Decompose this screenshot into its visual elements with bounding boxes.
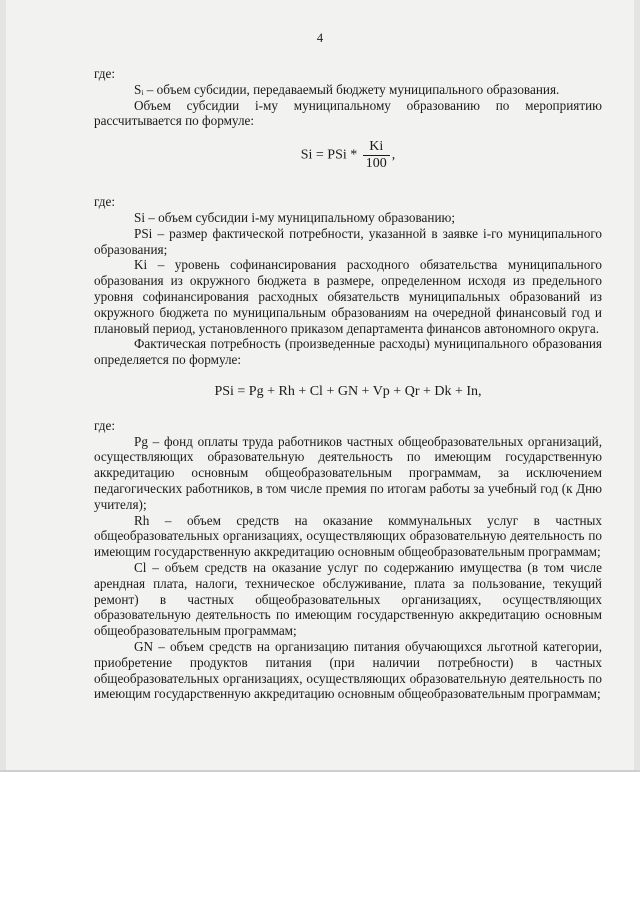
formula-fraction bbox=[363, 139, 390, 172]
paragraph-need-intro: Фактическая потребность (произведенные расходы) муниципального образования определяется по формуле: bbox=[94, 336, 602, 368]
paragraph-gn: GN – объем средств на организацию питания обучающихся льготной категории, приобретение продуктов питания (при наличии потребности) в частных общеобразовательных организациях, осуществляющих образовательную деятельность по имеющим государственную аккредитацию основным общеобразовательным программам; bbox=[94, 638, 602, 702]
fraction-numerator: Ki bbox=[363, 139, 390, 156]
where-label: где: bbox=[94, 194, 115, 210]
formula-subsidy-lhs: Si = PSi * bbox=[300, 147, 358, 163]
paragraph-si-definition: Sᵢ – объем субсидии, передаваемый бюджету муниципального образования. bbox=[134, 81, 560, 97]
fraction-denominator: 100 bbox=[365, 156, 387, 172]
page-number: 4 bbox=[316, 31, 324, 45]
paragraph-si: Si – объем субсидии i-му муниципальному образованию; bbox=[134, 209, 456, 225]
paragraph-subsidy-intro: Объем субсидии i-му муниципальному образованию по мероприятию рассчитывается по формуле: bbox=[94, 97, 602, 129]
paragraph-psi: PSi – размер фактической потребности, указанной в заявке i-го муниципального образования; bbox=[94, 225, 602, 257]
where-label: где: bbox=[94, 66, 115, 81]
formula-need: PSi = Pg + Rh + Cl + GN + Vp + Qr + Dk + In, bbox=[214, 383, 482, 399]
paragraph-pg: Pg – фонд оплаты труда работников частных общеобразовательных организаций, осуществляющих образовательную деятельность по имеющим государственную аккредитацию основным общеобразовательным программам, за исключением педагогических работников, в том числе премия по итогам работы за учебный год (к Дню учителя); bbox=[94, 433, 602, 512]
scan-edge-right bbox=[634, 0, 640, 770]
blank-area bbox=[0, 772, 640, 905]
formula-subsidy bbox=[94, 139, 602, 172]
where-label: где: bbox=[94, 417, 115, 433]
scan-edge-left bbox=[0, 0, 6, 770]
document-body bbox=[94, 66, 602, 702]
paragraph-cl: Cl – объем средств на оказание услуг по содержанию имущества (в том числе арендная плата, налоги, техническое обслуживание, плата за пользование, текущий ремонт) в частных общеобразовательных организациях, осуществляющих образовательную деятельность по имеющим государственную аккредитацию основным общеобразовательным программам; bbox=[94, 559, 602, 639]
paragraph-rh: Rh – объем средств на оказание коммунальных услуг в частных общеобразовательных организациях, осуществляющих образовательную деятельность по имеющим государственную аккредитацию основным общеобразовательным программам; bbox=[94, 512, 602, 560]
paragraph-ki: Ki – уровень софинансирования расходного обязательства муниципального образования из окружного бюджета в размере, определенном исходя из предельного уровня софинансирования расходных обязательств муниципальных образований из окружного бюджета по муниципальным образованиям на очередной финансовый год и плановый период, установленного приказом департамента финансов автономного округа. bbox=[94, 257, 602, 336]
formula-subsidy-end: , bbox=[391, 147, 396, 163]
